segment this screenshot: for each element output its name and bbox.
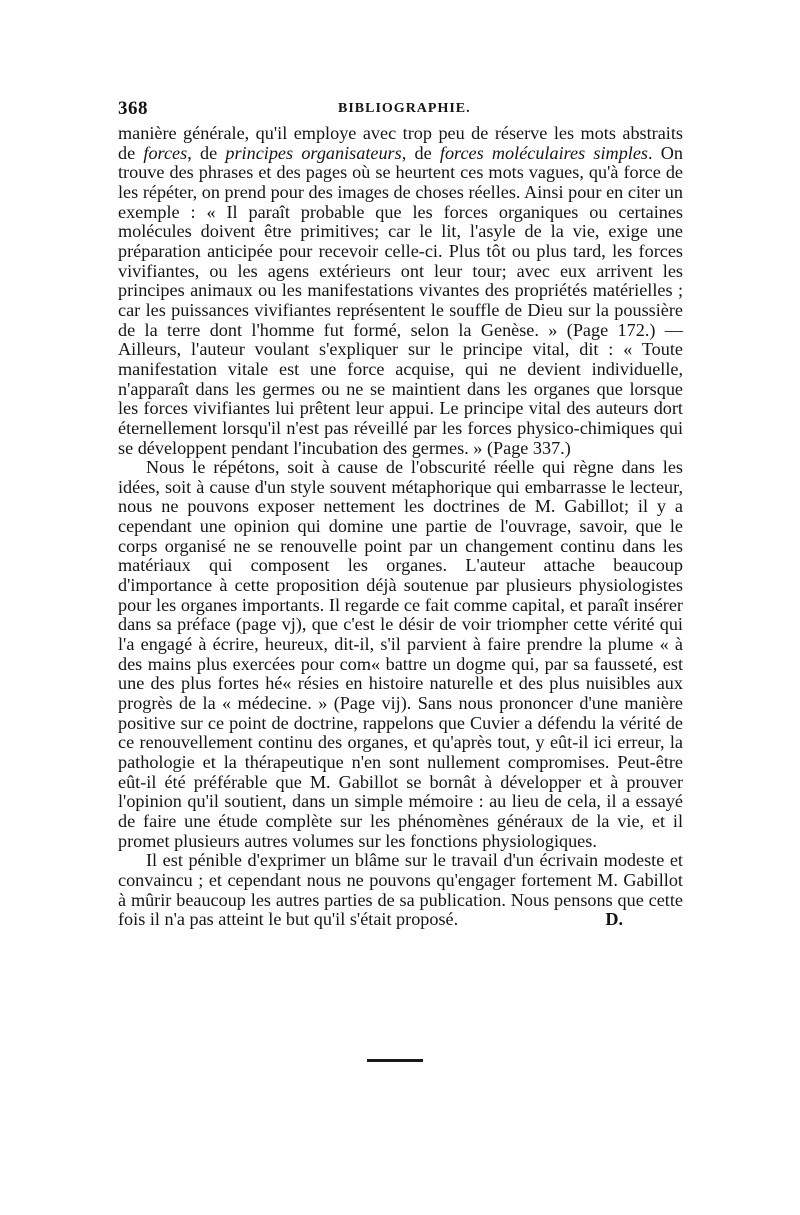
text-segment: , de xyxy=(187,142,226,163)
italic-term: principes organisateurs xyxy=(225,142,402,163)
paragraph-1 xyxy=(118,124,683,458)
text-segment: , de xyxy=(401,142,440,163)
running-head: BIBLIOGRAPHIE. xyxy=(338,101,471,116)
text-segment: manière générale, qu'il employe avec trop peu de réserve les mots abstraits de xyxy=(118,123,683,163)
author-signature: D. xyxy=(605,909,623,930)
italic-term: forces moléculaires simples xyxy=(439,142,648,163)
italic-term: forces xyxy=(143,142,188,163)
body-text xyxy=(118,124,683,930)
page-header xyxy=(118,98,683,122)
text-segment: Il est pénible d'exprimer un blâme sur le travail d'un écrivain modeste et convaincu ; et cependant nous ne pouvons qu'engager fortement M. Gabillot à mûrir beaucoup les autres parties de sa publication. Nous pensons que cette fois il n'a pas atteint le but qu'il s'était proposé. xyxy=(118,850,683,930)
text-segment: Nous le répétons, soit à cause de l'obscurité réelle qui règne dans les idées, soit à cause d'un style souvent métaphorique qui embarrasse le lecteur, nous ne pouvons exposer nettement les doctrines de M. Gabillot; il y a cependant une opinion qui domine une partie de l'ouvrage, savoir, que le corps organisé ne se renouvelle point par un changement continu dans les matériaux qui composent les organes. L'auteur attache beaucoup d'importance à cette proposition déjà soutenue par plusieurs physiologistes pour les organes importants. Il regarde ce fait comme capital, et paraît insérer dans sa préface (page vj), que c'est le désir de voir triompher cette vérité qui l'a engagé à écrire, heureux, dit-il, s'il parvient à faire prendre la plume « à des mains plus exercées pour com« battre un dogme qui, par sa fausseté, est une des plus fortes hé« résies en histoire naturelle et des plus nuisibles aux progrès de la « médecine. » (Page vij). Sans nous prononcer d'une manière positive sur ce point de doctrine, rappelons que Cuvier a défendu la vérité de ce renouvellement continu des organes, et qu'après tout, y eût-il ici erreur, la pathologie et la thérapeutique n'en sont nullement compromises. Peut-être eût-il été préférable que M. Gabillot se bornât à développer et à prouver l'opinion qu'il soutient, dans un simple mémoire : au lieu de cela, il a essayé de faire une étude complète sur les phénomènes généraux de la vie, et il promet plusieurs autres volumes sur les fonctions physiologiques. xyxy=(118,457,683,851)
closing-rule xyxy=(367,1059,423,1062)
paragraph-3 xyxy=(118,851,683,930)
paragraph-2 xyxy=(118,458,683,851)
text-segment: . On trouve des phrases et des pages où se heurtent ces mots vagues, qu'à force de les répéter, on prend pour des images de choses réelles. Ainsi pour en citer un exemple : « Il paraît probable que les forces organiques ou certaines molécules doivent être primitives; car le lit, l'asyle de la vie, exige une préparation anticipée pour recevoir celle-ci. Plus tôt ou plus tard, les forces vivifiantes, ou les agens extérieurs ont leur tour; avec eux arrivent les principes animaux ou les manifestations vivantes des propriétés matérielles ; car les puissances vivifiantes représentent le souffle de Dieu sur la poussière de la terre dont l'homme fut formé, selon la Genèse. » (Page 172.) — Ailleurs, l'auteur voulant s'expliquer sur le principe vital, dit : « Toute manifestation vitale est une force acquise, qui ne devient individuelle, n'apparaît dans les germes ou ne se maintient dans les organes que lorsque les forces vivifiantes lui prêtent leur appui. Le principe vital des auteurs dort éternellement lorsqu'il n'est pas réveillé par les forces physico-chimiques qui se développent pendant l'incubation des germes. » (Page 337.) xyxy=(118,142,684,458)
page-number: 368 xyxy=(118,98,148,119)
